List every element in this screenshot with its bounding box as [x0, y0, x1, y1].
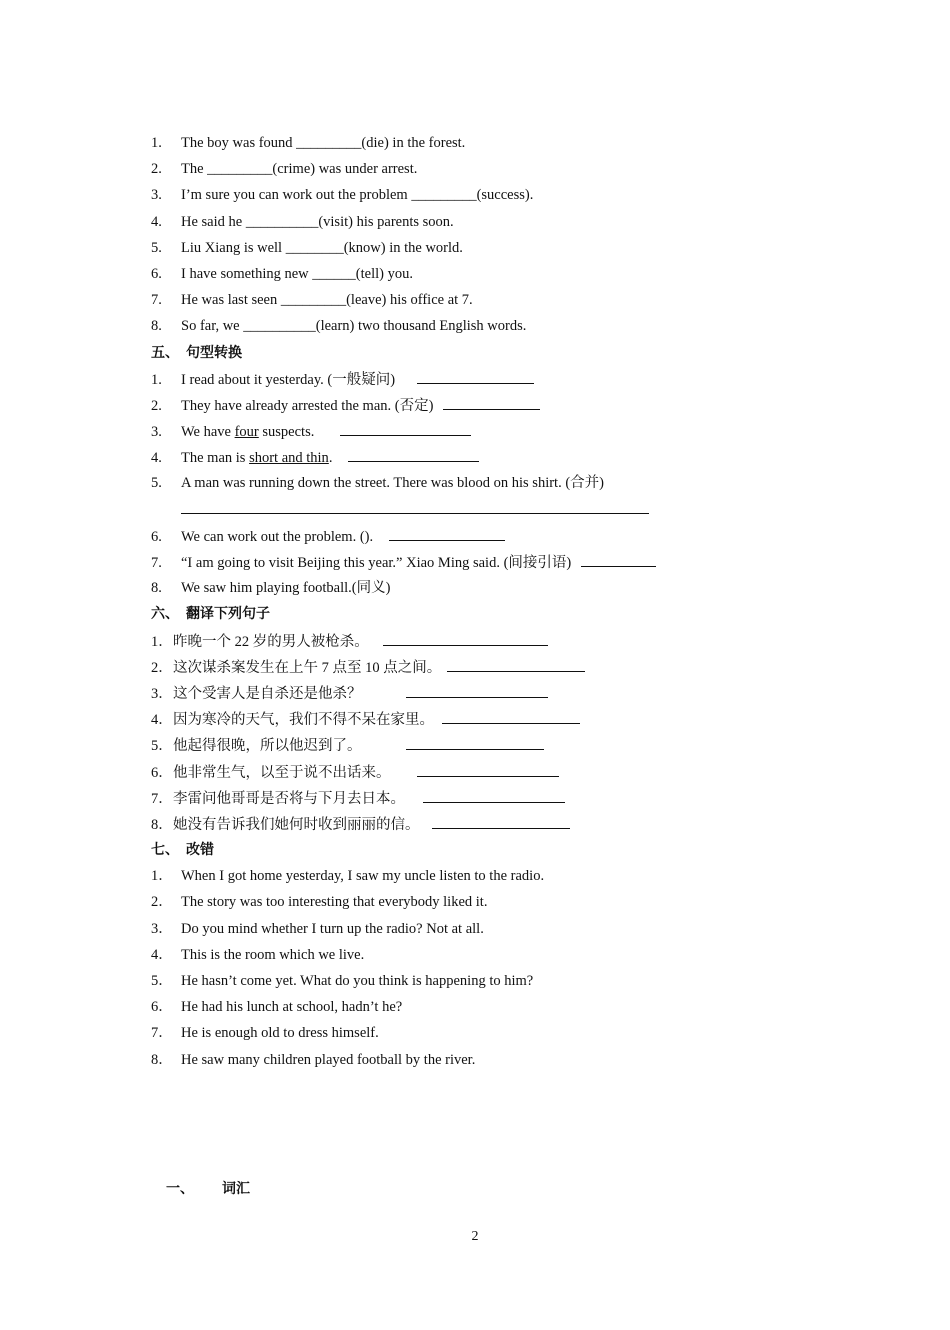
- item-text: A man was running down the street. There was blood on his shirt. (合并): [181, 475, 604, 492]
- item-text: Liu Xiang is well ________(know) in the world.: [181, 239, 463, 256]
- item-number: 6．: [151, 764, 173, 781]
- answer-blank[interactable]: [417, 366, 534, 384]
- item-number: 4．: [151, 946, 173, 963]
- item-number: 4.: [151, 450, 162, 467]
- item-text: When I got home yesterday, I saw my uncle listen to the radio.: [181, 868, 545, 885]
- item-text: The story was too interesting that everybody liked it.: [181, 894, 488, 911]
- item-text: So far, we __________(learn) two thousand English words.: [181, 318, 527, 335]
- item-text-post: .: [328, 450, 333, 467]
- section-number: 一、: [166, 1181, 194, 1197]
- section-heading-5: [151, 340, 711, 366]
- item-number: 4．: [151, 712, 173, 729]
- item-number: 7.: [151, 555, 162, 571]
- list-item: [151, 261, 711, 287]
- answer-blank[interactable]: [406, 680, 548, 698]
- answer-blank[interactable]: [581, 549, 656, 567]
- list-item: [151, 209, 711, 235]
- answer-blank[interactable]: [432, 811, 570, 829]
- item-text: The _________(crime) was under arrest.: [181, 161, 418, 178]
- section-number: 六、: [151, 606, 179, 623]
- list-item: [151, 392, 711, 418]
- item-text: 这次谋杀案发生在上午 7 点至 10 点之间。: [173, 659, 442, 676]
- page-number: 2: [471, 1229, 479, 1244]
- item-number: 5.: [151, 475, 162, 492]
- item-text: He said he __________(visit) his parents soon.: [181, 213, 454, 230]
- list-item: [151, 549, 711, 575]
- item-number: 5．: [151, 738, 173, 755]
- list-item: [151, 942, 711, 968]
- answer-blank[interactable]: [443, 392, 540, 410]
- item-text: 昨晚一个 22 岁的男人被枪杀。: [173, 633, 369, 650]
- answer-blank[interactable]: [423, 785, 565, 803]
- answer-blank[interactable]: [348, 444, 479, 462]
- answer-blank[interactable]: [447, 654, 585, 672]
- item-number: 8．: [151, 816, 173, 833]
- item-number: 3．: [151, 685, 173, 702]
- item-text-post: suspects.: [258, 424, 315, 441]
- item-number: 3.: [151, 187, 162, 204]
- list-item: [151, 130, 711, 156]
- section-title: 改错: [186, 842, 214, 859]
- item-number: 8.: [151, 580, 162, 597]
- item-text: 这个受害人是自杀还是他杀？: [173, 685, 362, 702]
- item-text: He hasn’t come yet. What do you think is happening to him?: [181, 973, 534, 989]
- item-text: They have already arrested the man. (否定): [181, 397, 434, 414]
- item-text: I’m sure you can work out the problem _________(success).: [181, 187, 534, 204]
- list-item: [151, 470, 711, 496]
- item-number: 6．: [151, 999, 173, 1016]
- item-number: 8.: [151, 318, 162, 335]
- item-text: 因为寒冷的天气，我们不得不呆在家里。: [173, 712, 434, 729]
- item-number: 1.: [151, 135, 162, 151]
- list-item: [151, 680, 711, 706]
- answer-blank[interactable]: [442, 706, 580, 724]
- worksheet-content: [151, 130, 711, 1073]
- item-text: We saw him playing football.(同义): [181, 580, 391, 597]
- list-item: [151, 523, 711, 549]
- answer-blank[interactable]: [406, 732, 544, 750]
- list-item: [151, 732, 711, 758]
- section-number: 五、: [151, 344, 179, 361]
- item-number: 7．: [151, 790, 173, 807]
- section-title: 翻译下列句子: [186, 606, 270, 623]
- list-item: [151, 313, 711, 339]
- list-item: [151, 994, 711, 1020]
- section-title: 句型转换: [186, 344, 242, 361]
- item-number: 3.: [151, 424, 162, 441]
- item-number: 4.: [151, 213, 162, 230]
- list-item: [151, 182, 711, 208]
- item-text: I have something new ______(tell) you.: [181, 265, 413, 282]
- list-item: [151, 575, 711, 601]
- list-item: [151, 366, 711, 392]
- list-item: [151, 916, 711, 942]
- answer-blank[interactable]: [383, 628, 548, 646]
- item-text: I read about it yesterday. (一般疑问): [181, 371, 396, 388]
- list-item: [151, 1020, 711, 1046]
- item-text: He was last seen _________(leave) his office at 7.: [181, 292, 473, 309]
- section-heading-7: [151, 837, 711, 863]
- item-number: 1．: [151, 633, 173, 650]
- section-heading-6: [151, 601, 711, 627]
- item-text: He had his lunch at school, hadn’t he?: [181, 999, 403, 1016]
- item-number: 7．: [151, 1025, 173, 1042]
- list-item-answer-line: [151, 497, 711, 523]
- item-number: 2.: [151, 161, 162, 178]
- item-number: 3．: [151, 920, 173, 937]
- list-item: [151, 889, 711, 915]
- list-item: [151, 628, 711, 654]
- item-number: 1．: [151, 868, 173, 885]
- list-item: [151, 654, 711, 680]
- item-number: 2．: [151, 659, 173, 676]
- section-title: 词汇: [222, 1181, 250, 1197]
- list-item: [151, 287, 711, 313]
- item-text-pre: The man is: [181, 450, 250, 467]
- item-text: 她没有告诉我们她何时收到丽丽的信。: [173, 816, 420, 833]
- list-item: [151, 706, 711, 732]
- list-item: [151, 1047, 711, 1073]
- item-number: 2．: [151, 894, 173, 911]
- list-item: [151, 156, 711, 182]
- section-heading-1: [166, 1178, 250, 1198]
- underlined-word: four: [234, 424, 259, 441]
- list-item: [151, 785, 711, 811]
- section-number: 七、: [151, 842, 179, 859]
- item-number: 6.: [151, 265, 162, 282]
- item-text-pre: We have: [181, 424, 235, 441]
- item-text: He saw many children played football by the river.: [181, 1051, 476, 1068]
- list-item: [151, 444, 711, 470]
- answer-blank[interactable]: [417, 759, 559, 777]
- list-item: [151, 235, 711, 261]
- item-text: The boy was found _________(die) in the forest.: [181, 135, 466, 151]
- item-text: He is enough old to dress himself.: [181, 1025, 379, 1042]
- item-text: 他非常生气，以至于说不出话来。: [173, 764, 391, 781]
- item-text: Do you mind whether I turn up the radio? Not at all.: [181, 920, 484, 937]
- list-item: [151, 811, 711, 837]
- underlined-word: short and thin: [249, 450, 329, 467]
- item-number: 2.: [151, 397, 162, 414]
- item-number: 8．: [151, 1051, 173, 1068]
- answer-blank[interactable]: [340, 418, 471, 436]
- list-item: [151, 759, 711, 785]
- item-text: We can work out the problem. ().: [181, 528, 374, 545]
- item-text: “I am going to visit Beijing this year.” Xiao Ming said. (间接引语): [181, 555, 572, 571]
- item-number: 5.: [151, 239, 162, 256]
- item-number: 5．: [151, 973, 173, 989]
- list-item: [151, 863, 711, 889]
- answer-blank[interactable]: [389, 523, 505, 541]
- item-text: 他起得很晚，所以他迟到了。: [173, 738, 362, 755]
- item-number: 1.: [151, 371, 162, 388]
- answer-blank[interactable]: [181, 497, 649, 514]
- item-number: 6.: [151, 528, 162, 545]
- item-text: This is the room which we live.: [181, 946, 365, 963]
- item-number: 7.: [151, 292, 162, 309]
- list-item: [151, 418, 711, 444]
- list-item: [151, 968, 711, 994]
- item-text: 李雷问他哥哥是否将与下月去日本。: [173, 790, 405, 807]
